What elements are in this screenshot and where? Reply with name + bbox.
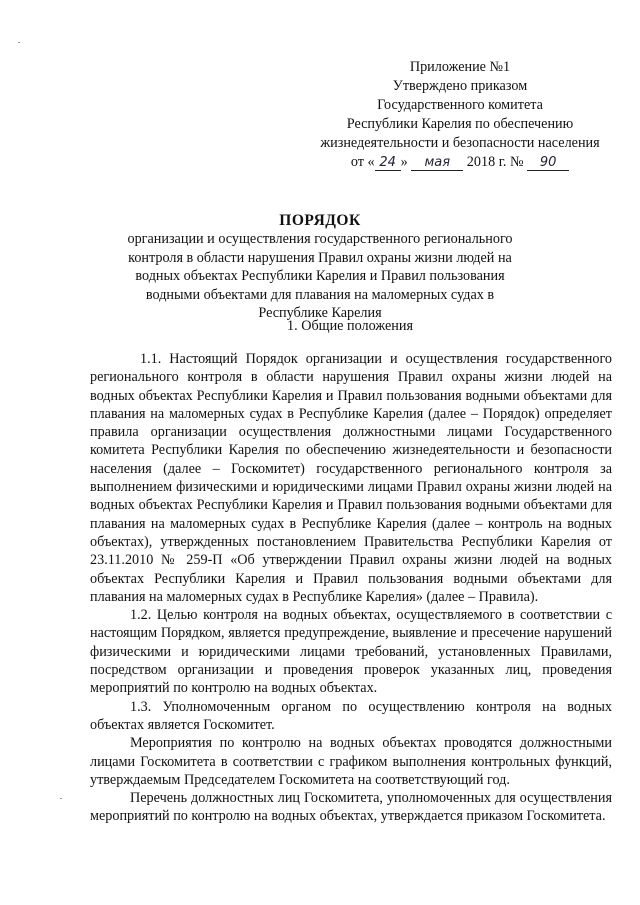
order-number-handwritten: 90 xyxy=(527,156,569,171)
order-date-line: от « 24 » мая 2018 г. № 90 xyxy=(300,153,620,172)
paragraph-1-3: 1.3. Уполномоченным органом по осуществлению контроля на водных объектах является Госкомитет. xyxy=(90,698,612,733)
document-body xyxy=(90,350,612,826)
paragraph-1-2: 1.2. Целью контроля на водных объектах, осуществляемого в соответствии с настоящим Порядком, является предупреждение, выявление и пресечение нарушений физическими и юридическими лицами требований, установленных Правилами, посредством организации и проведения проверок указанных лиц, проведения мероприятий по контролю на водных объектах. xyxy=(90,607,612,697)
document-title: ПОРЯДОК xyxy=(279,212,361,229)
scan-speck xyxy=(18,42,20,43)
committee-name-line: жизнедеятельности и безопасности населения xyxy=(320,135,600,151)
paragraph-officials-list: Перечень должностных лиц Госкомитета, уполномоченных для осуществления мероприятий по контролю на водных объектах, утверждается приказом Госкомитета. xyxy=(90,790,612,825)
committee-name-line: Республики Карелия по обеспечению xyxy=(346,116,574,132)
committee-name-line: Государственного комитета xyxy=(377,97,543,113)
approved-by-label: Утверждено приказом xyxy=(392,78,528,94)
document-subtitle: организации и осуществления государственного регионального контроля в области нарушения Правил охраны жизни людей на водных объектах Республики Карелия и Правил пользования водными объектами для плавания на маломерных судах в Республике Карелия xyxy=(127,231,513,321)
date-day-handwritten: 24 xyxy=(375,156,401,171)
paragraph-1-1: 1.1. Настоящий Порядок организации и осуществления государственного регионального контроля в области нарушения Правил охраны жизни людей на водных объектах Республики Карелия и Правил пользования водными объектами для плавания на маломерных судах в Республике Карелия (далее – Порядок) определяет правила организации осуществления должностными лицами Государственного комитета Республики Карелия по обеспечению жизнедеятельности и безопасности населения (далее – Госкомитет) государственного регионального контроля за выполнением физическими и юридическими лицами Правил охраны жизни людей на водных объектах Республики Карелия и Правил пользования водными объектами для плавания на маломерных судах в Республике Карелия (далее – контроль на водных объектах), утвержденных постановлением Правительства Республики Карелия от 23.11.2010 № 259-П «Об утверждении Правил охраны жизни людей на водных объектах Республики Карелия и Правил пользования водными объектами для плавания на маломерных судах в Республике Карелия» (далее – Правила). xyxy=(90,351,612,605)
appendix-label: Приложение №1 xyxy=(409,59,511,75)
paragraph-activities: Мероприятия по контролю на водных объектах проводятся должностными лицами Госкомитета в соответствии с графиком выполнения контрольных функций, утверждаемым Председателем Госкомитета на соответствующий год. xyxy=(90,735,612,788)
section-heading: 1. Общие положения xyxy=(287,318,413,334)
scan-speck xyxy=(60,798,62,799)
approval-block xyxy=(300,58,620,172)
date-month-handwritten: мая xyxy=(411,156,463,171)
